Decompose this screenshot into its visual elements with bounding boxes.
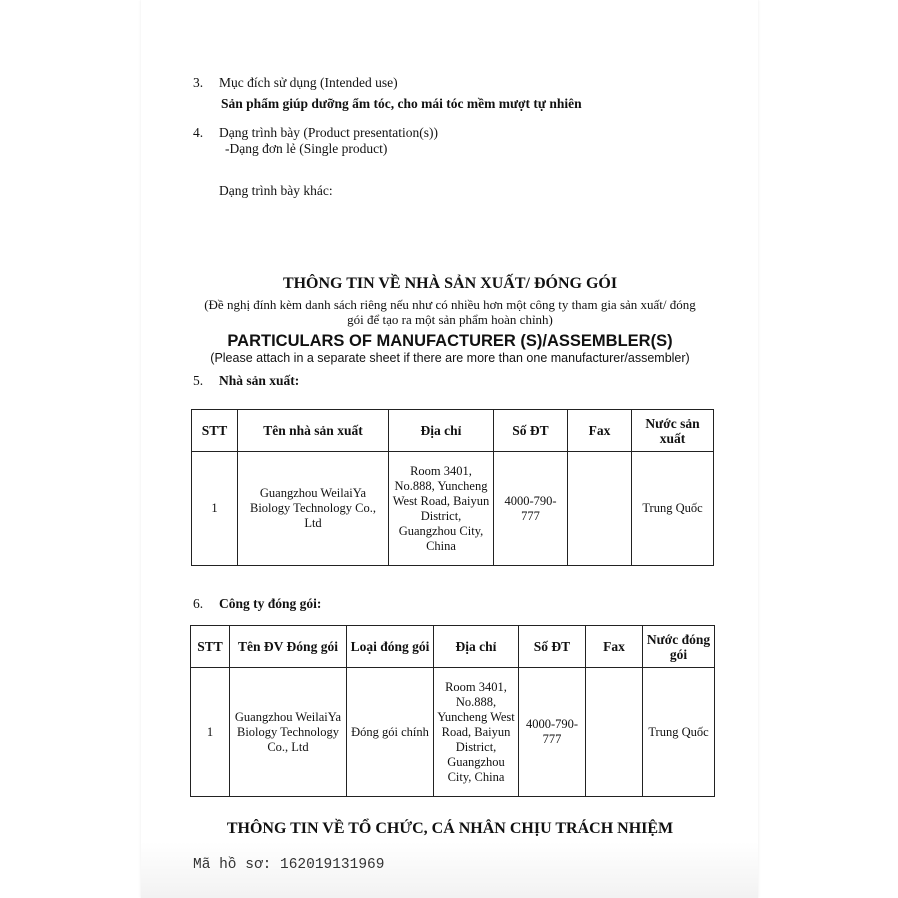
manufacturer-title-en: PARTICULARS OF MANUFACTURER (S)/ASSEMBLER(S) [227, 332, 673, 350]
section-6-label: Công ty đóng gói: [219, 596, 322, 611]
header-packaging-type: Loại đóng gói [347, 626, 434, 668]
cell-fax [568, 452, 632, 566]
cell-address: Room 3401, No.888, Yuncheng West Road, Baiyun District, Guangzhou City, China [434, 668, 519, 797]
table-row [192, 452, 714, 566]
manufacturer-note-en: (Please attach in a separate sheet if there are more than one manufacturer/assembler) [210, 351, 690, 365]
section-4-value: -Dạng đơn lẻ (Single product) [225, 141, 388, 156]
header-country: Nước đóng gói [643, 626, 715, 668]
section-3-number: 3. [193, 75, 204, 90]
header-fax: Fax [586, 626, 643, 668]
manufacturer-table-header-row [192, 410, 714, 452]
cell-country: Trung Quốc [643, 668, 715, 797]
cell-fax [586, 668, 643, 797]
manufacturer-note-vn-line2: gói để tạo ra một sản phẩm hoàn chỉnh) [347, 312, 553, 327]
header-phone: Số ĐT [494, 410, 568, 452]
section-4-label: Dạng trình bày (Product presentation(s)) [219, 125, 438, 140]
header-stt: STT [191, 626, 230, 668]
cell-manufacturer-name: Guangzhou WeilaiYa Biology Technology Co., Ltd [238, 452, 389, 566]
section-5-number: 5. [193, 373, 204, 388]
dossier-code: Mã hồ sơ: 162019131969 [193, 857, 385, 873]
packager-table-header-row [191, 626, 715, 668]
manufacturer-table [191, 409, 714, 566]
cell-country: Trung Quốc [632, 452, 714, 566]
section-3-value: Sản phẩm giúp dưỡng ẩm tóc, cho mái tóc mềm mượt tự nhiên [221, 96, 582, 111]
cell-stt: 1 [192, 452, 238, 566]
header-fax: Fax [568, 410, 632, 452]
cell-packager-name: Guangzhou WeilaiYa Biology Technology Co., Ltd [230, 668, 347, 797]
cell-phone: 4000-790-777 [494, 452, 568, 566]
section-4-number: 4. [193, 125, 204, 140]
table-row [191, 668, 715, 797]
header-manufacturer-name: Tên nhà sản xuất [238, 410, 389, 452]
responsible-title: THÔNG TIN VỀ TỔ CHỨC, CÁ NHÂN CHỊU TRÁCH NHIỆM [226, 820, 674, 837]
header-address: Địa chỉ [389, 410, 494, 452]
manufacturer-note-vn-line1: (Đề nghị đính kèm danh sách riêng nếu như có nhiều hơn một công ty tham gia sản xuất/ đóng [204, 297, 696, 312]
section-5-label: Nhà sản xuất: [219, 373, 300, 388]
header-country: Nước sản xuất [632, 410, 714, 452]
packager-table [190, 625, 715, 797]
cell-phone: 4000-790-777 [519, 668, 586, 797]
section-4-other-label: Dạng trình bày khác: [219, 183, 333, 198]
header-phone: Số ĐT [519, 626, 586, 668]
manufacturer-title-vn: THÔNG TIN VỀ NHÀ SẢN XUẤT/ ĐÓNG GÓI [282, 275, 618, 292]
cell-address: Room 3401, No.888, Yuncheng West Road, Baiyun District, Guangzhou City, China [389, 452, 494, 566]
header-address: Địa chỉ [434, 626, 519, 668]
header-stt: STT [192, 410, 238, 452]
header-packager-name: Tên ĐV Đóng gói [230, 626, 347, 668]
section-3-label: Mục đích sử dụng (Intended use) [219, 75, 398, 90]
cell-stt: 1 [191, 668, 230, 797]
cell-packaging-type: Đóng gói chính [347, 668, 434, 797]
section-6-number: 6. [193, 596, 204, 611]
